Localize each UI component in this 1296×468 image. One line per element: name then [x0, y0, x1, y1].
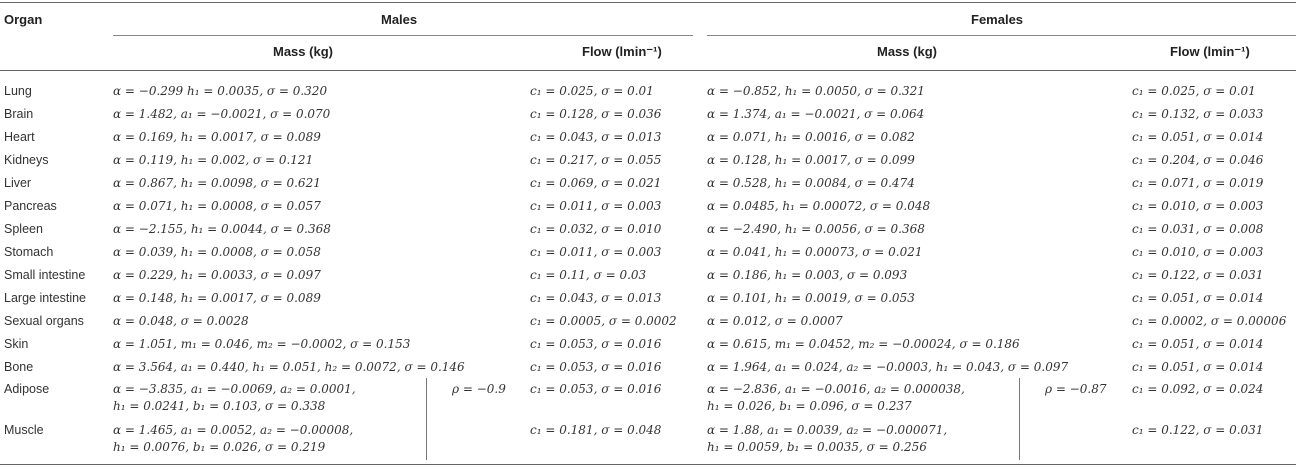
male-flow-cell: c₁ = 0.011, σ = 0.003	[530, 199, 662, 213]
header-males: Males	[381, 12, 418, 27]
female-flow-cell: c₁ = 0.051, σ = 0.014	[1132, 337, 1264, 351]
male-flow-cell: c₁ = 0.053, σ = 0.016	[530, 337, 662, 351]
male-flow-cell: c₁ = 0.011, σ = 0.003	[530, 245, 662, 259]
male-mass-cell: α = 0.039, h₁ = 0.0008, σ = 0.058	[113, 245, 321, 259]
organ-label: Kidneys	[4, 153, 49, 167]
male-flow-cell: c₁ = 0.069, σ = 0.021	[530, 176, 662, 190]
male-mass-cell: α = 3.564, a₁ = 0.440, h₁ = 0.051, h₂ = 0.0072, σ = 0.146	[113, 360, 465, 374]
female-mass-cell: α = 0.128, h₁ = 0.0017, σ = 0.099	[707, 153, 915, 167]
female-mass-cell: α = 0.101, h₁ = 0.0019, σ = 0.053	[707, 291, 915, 305]
male-flow-cell: c₁ = 0.053, σ = 0.016	[530, 360, 662, 374]
male-mass-cell: α = 0.867, h₁ = 0.0098, σ = 0.621	[113, 176, 321, 190]
organ-label: Pancreas	[4, 199, 57, 213]
organ-label: Liver	[4, 176, 32, 190]
female-flow-cell: c₁ = 0.031, σ = 0.008	[1132, 222, 1264, 236]
header-rule	[0, 70, 1296, 71]
female-mass-cell: α = 0.041, h₁ = 0.00073, σ = 0.021	[707, 245, 923, 259]
female-flow-cell: c₁ = 0.204, σ = 0.046	[1132, 153, 1264, 167]
male-flow-cell: c₁ = 0.032, σ = 0.010	[530, 222, 662, 236]
organ-label: Heart	[4, 130, 35, 144]
male-flow-cell: c₁ = 0.025, σ = 0.01	[530, 84, 654, 98]
bottom-rule	[0, 464, 1296, 465]
male-mass-cell: α = 1.482, a₁ = −0.0021, σ = 0.070	[113, 107, 331, 121]
header-females-flow: Flow (lmin⁻¹)	[1170, 44, 1250, 59]
male-mass-cell: α = 0.169, h₁ = 0.0017, σ = 0.089	[113, 130, 321, 144]
organ-label: Sexual organs	[4, 314, 84, 328]
male-mass-cell: α = −2.155, h₁ = 0.0044, σ = 0.368	[113, 222, 331, 236]
female-mass-cell: α = 1.964, a₁ = 0.024, a₂ = −0.0003, h₁ = 0.043, σ = 0.097	[707, 360, 1069, 374]
organ-label: Brain	[4, 107, 34, 121]
female-mass-cell: α = −0.852, h₁ = 0.0050, σ = 0.321	[707, 84, 925, 98]
header-males-mass: Mass (kg)	[273, 44, 333, 59]
female-flow-cell: c₁ = 0.132, σ = 0.033	[1132, 107, 1264, 121]
male-correlation-divider	[426, 378, 427, 460]
female-mass-cell: α = 0.0485, h₁ = 0.00072, σ = 0.048	[707, 199, 931, 213]
organ-label: Small intestine	[4, 268, 86, 282]
female-mass-cell: α = 0.071, h₁ = 0.0016, σ = 0.082	[707, 130, 915, 144]
header-females-mass: Mass (kg)	[877, 44, 937, 59]
female-flow-cell: c₁ = 0.092, σ = 0.024	[1132, 382, 1264, 396]
female-flow-cell: c₁ = 0.0002, σ = 0.00006	[1132, 314, 1287, 328]
female-mass-cell: α = 0.012, σ = 0.0007	[707, 314, 843, 328]
female-mass-cell: α = 0.528, h₁ = 0.0084, σ = 0.474	[707, 176, 915, 190]
female-mass-cell: α = 1.88, a₁ = 0.0039, a₂ = −0.000071,	[707, 423, 948, 437]
male-mass-cell: α = 1.465, a₁ = 0.0052, a₂ = −0.00008,	[113, 423, 354, 437]
organ-label: Skin	[4, 337, 29, 351]
male-mass-cell: α = −0.299 h₁ = 0.0035, σ = 0.320	[113, 84, 328, 98]
female-mass-cell: α = −2.836, a₁ = −0.0016, a₂ = 0.000038,	[707, 382, 965, 396]
male-flow-cell: c₁ = 0.11, σ = 0.03	[530, 268, 647, 282]
female-flow-cell: c₁ = 0.122, σ = 0.031	[1132, 268, 1264, 282]
female-mass-cell-line2: h₁ = 0.0059, b₁ = 0.0035, σ = 0.256	[707, 440, 927, 454]
female-rho-cell: ρ = −0.87	[1045, 382, 1107, 396]
male-rho-cell: ρ = −0.9	[452, 382, 506, 396]
male-mass-cell: α = 0.148, h₁ = 0.0017, σ = 0.089	[113, 291, 321, 305]
header-males-flow: Flow (lmin⁻¹)	[582, 44, 662, 59]
organ-label: Stomach	[4, 245, 54, 259]
male-mass-cell: α = 1.051, m₁ = 0.046, m₂ = −0.0002, σ = 0.153	[113, 337, 411, 351]
male-flow-cell: c₁ = 0.043, σ = 0.013	[530, 291, 662, 305]
male-mass-cell: α = 0.119, h₁ = 0.002, σ = 0.121	[113, 153, 314, 167]
organ-label: Large intestine	[4, 291, 87, 305]
male-mass-cell-line2: h₁ = 0.0241, b₁ = 0.103, σ = 0.338	[113, 399, 326, 413]
female-flow-cell: c₁ = 0.010, σ = 0.003	[1132, 199, 1264, 213]
male-flow-cell: c₁ = 0.217, σ = 0.055	[530, 153, 662, 167]
female-flow-cell: c₁ = 0.071, σ = 0.019	[1132, 176, 1264, 190]
top-rule	[0, 2, 1296, 3]
male-flow-cell: c₁ = 0.128, σ = 0.036	[530, 107, 662, 121]
male-mass-cell-line2: h₁ = 0.0076, b₁ = 0.026, σ = 0.219	[113, 440, 326, 454]
female-mass-cell: α = 0.615, m₁ = 0.0452, m₂ = −0.00024, σ = 0.186	[707, 337, 1020, 351]
organ-label: Spleen	[4, 222, 43, 236]
female-flow-cell: c₁ = 0.051, σ = 0.014	[1132, 360, 1264, 374]
male-flow-cell: c₁ = 0.0005, σ = 0.0002	[530, 314, 677, 328]
male-flow-cell: c₁ = 0.043, σ = 0.013	[530, 130, 662, 144]
header-females: Females	[971, 12, 1024, 27]
female-flow-cell: c₁ = 0.122, σ = 0.031	[1132, 423, 1264, 437]
female-flow-cell: c₁ = 0.051, σ = 0.014	[1132, 291, 1264, 305]
female-flow-cell: c₁ = 0.051, σ = 0.014	[1132, 130, 1264, 144]
female-mass-cell: α = 1.374, a₁ = −0.0021, σ = 0.064	[707, 107, 925, 121]
females-group-rule	[707, 35, 1296, 36]
male-mass-cell: α = 0.071, h₁ = 0.0008, σ = 0.057	[113, 199, 321, 213]
organ-label: Adipose	[4, 382, 50, 396]
female-mass-cell: α = 0.186, h₁ = 0.003, σ = 0.093	[707, 268, 908, 282]
female-mass-cell-line2: h₁ = 0.026, b₁ = 0.096, σ = 0.237	[707, 399, 912, 413]
organ-label: Muscle	[4, 423, 44, 437]
male-flow-cell: c₁ = 0.181, σ = 0.048	[530, 423, 662, 437]
female-flow-cell: c₁ = 0.010, σ = 0.003	[1132, 245, 1264, 259]
male-mass-cell: α = 0.229, h₁ = 0.0033, σ = 0.097	[113, 268, 321, 282]
organ-label: Lung	[4, 84, 32, 98]
male-mass-cell: α = 0.048, σ = 0.0028	[113, 314, 249, 328]
males-group-rule	[113, 35, 693, 36]
male-mass-cell: α = −3.835, a₁ = −0.0069, a₂ = 0.0001,	[113, 382, 356, 396]
female-mass-cell: α = −2.490, h₁ = 0.0056, σ = 0.368	[707, 222, 925, 236]
female-flow-cell: c₁ = 0.025, σ = 0.01	[1132, 84, 1256, 98]
male-flow-cell: c₁ = 0.053, σ = 0.016	[530, 382, 662, 396]
header-organ: Organ	[4, 12, 43, 27]
organ-label: Bone	[4, 360, 34, 374]
female-correlation-divider	[1019, 378, 1020, 460]
